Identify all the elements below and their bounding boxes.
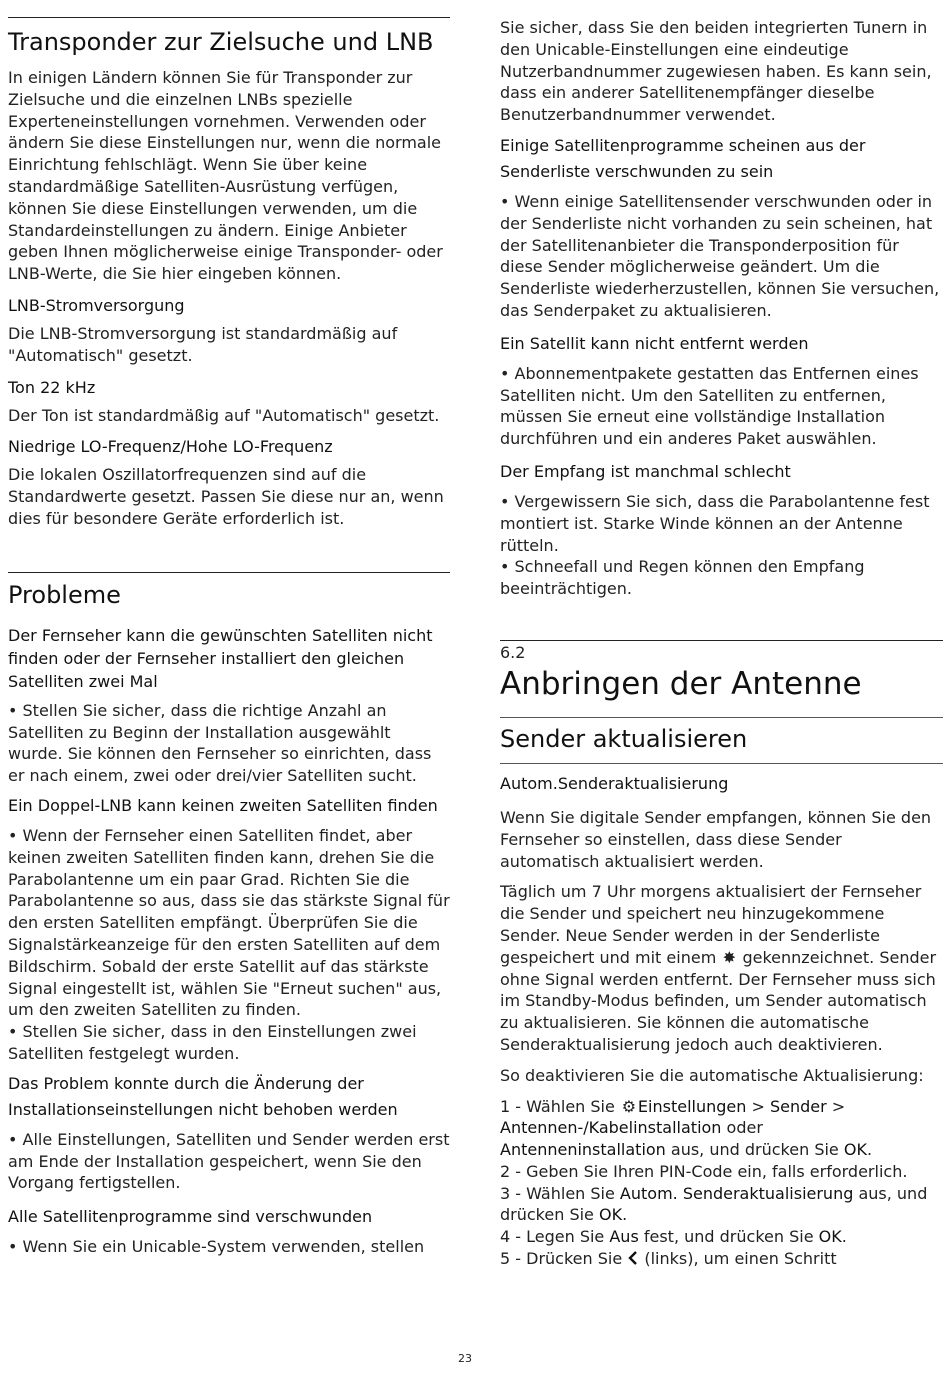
step-3-end: . bbox=[622, 1205, 628, 1225]
step-4 bbox=[500, 1226, 943, 1248]
menu-sender: Sender bbox=[769, 1096, 827, 1116]
problem-text-all-gone: • Wenn Sie ein Unicable-System verwenden, stellen bbox=[8, 1237, 425, 1257]
separator: > bbox=[826, 1096, 846, 1116]
step-4-prefix: 4 - Legen Sie bbox=[500, 1227, 610, 1247]
ok-key: OK bbox=[818, 1227, 842, 1247]
chapter-number: 6.2 bbox=[500, 642, 526, 662]
problem-text-double-lnb-1: • Wenn der Fernseher einen Satelliten findet, aber keinen zweiten Satelliten finden kann, drehen Sie die Parabolantenne um ein paar Grad. Richten Sie die Parabolantenne so aus, dass sie das stärkste Signal für den ersten Satelliten empfängt. Überprüfen Sie die Signalstärkeanzeige für den ersten Satelliten auf dem Bildschirm. Sobald der erste Satellit auf das stärkste Signal eingestellt ist, wählen Sie "Erneut suchen" aus, um den zweiten Satelliten zu finden. bbox=[8, 825, 450, 1020]
step-3-prefix: 3 - Wählen Sie bbox=[500, 1183, 620, 1203]
tone-heading: Ton 22 kHz bbox=[8, 377, 96, 397]
section-title-update: Sender aktualisieren bbox=[500, 724, 748, 753]
auto-update-text-1: Wenn Sie digitale Sender empfangen, können Sie den Fernseher so einstellen, dass diese Sender automatisch aktualisiert werden. bbox=[500, 807, 932, 871]
lnb-power-heading: LNB-Stromversorgung bbox=[8, 295, 185, 315]
left-column bbox=[8, 0, 450, 1258]
transponder-intro: In einigen Ländern können Sie für Transponder zur Zielsuche und die einzelnen LNBs spezielle Experteneinstellungen vornehmen. Verwenden oder ändern Sie diese Einstellungen nur, wenn die normale Einrichtung fehlschlägt. Wenn Sie über keine standardmäßige Satelliten-Ausrüstung verfügen, können Sie diese Einstellungen verwenden, um die Standardeinstellungen zu ändern. Einige Anbieter geben Ihnen möglicherweise einige Transponder- oder LNB-Werte, die Sie hier eingeben können. bbox=[8, 68, 443, 284]
problem-heading-remove: Ein Satellit kann nicht entfernt werden bbox=[500, 333, 809, 353]
step-5-prefix: 5 - Drücken Sie bbox=[500, 1249, 628, 1269]
problem-text-settings: • Alle Einstellungen, Satelliten und Sender werden erst am Ende der Installation gespeichert, wenn Sie den Vorgang fertigstellen. bbox=[8, 1129, 450, 1193]
problem-heading-all-gone: Alle Satellitenprogramme sind verschwunden bbox=[8, 1207, 373, 1227]
problem-heading-satellite: Der Fernseher kann die gewünschten Satelliten nicht finden oder der Fernseher installiert den gleichen Satelliten zwei Mal bbox=[8, 625, 433, 691]
auto-update-heading: Autom.Senderaktualisierung bbox=[500, 773, 729, 793]
problem-text-double-lnb-2: • Stellen Sie sicher, dass in den Einstellungen zwei Satelliten festgelegt wurden. bbox=[8, 1022, 417, 1063]
problem-text-all-gone-cont: Sie sicher, dass Sie den beiden integrierten Tunern in den Unicable-Einstellungen eine eindeutige Nutzerbandnummer zugewiesen haben. Es kann sein, dass ein anderer Satellitenempfänger dieselbe Benutzerbandnummer verwendet. bbox=[500, 18, 932, 125]
problem-heading-reception: Der Empfang ist manchmal schlecht bbox=[500, 461, 791, 481]
problem-heading-settings: Das Problem konnte durch die Änderung der Installationseinstellungen nicht behoben werden bbox=[8, 1073, 398, 1119]
ok-key: OK bbox=[598, 1205, 623, 1225]
right-column bbox=[500, 0, 943, 1270]
lo-frequency-text: Die lokalen Oszillatorfrequenzen sind auf die Standardwerte gesetzt. Passen Sie diese nur an, wenn dies für besondere Geräte erforderlich ist. bbox=[8, 465, 444, 528]
step-2: 2 - Geben Sie Ihren PIN-Code ein, falls erforderlich. bbox=[500, 1161, 908, 1181]
step-5 bbox=[500, 1248, 943, 1270]
chapter-title: Anbringen der Antenne bbox=[500, 665, 862, 702]
lnb-power-text: Die LNB-Stromversorgung ist standardmäßig auf "Automatisch" gesetzt. bbox=[8, 323, 398, 365]
section-title-problems: Probleme bbox=[8, 580, 121, 609]
gear-icon: ⚙ bbox=[621, 1096, 637, 1116]
problem-text-reception-1: • Vergewissern Sie sich, dass die Parabolantenne fest montiert ist. Starke Winde können an der Antenne rütteln. bbox=[500, 491, 930, 555]
section-title-transponder: Transponder zur Zielsuche und LNB bbox=[8, 28, 434, 56]
problem-text-satellite: • Stellen Sie sicher, dass die richtige Anzahl an Satelliten zu Beginn der Installation ausgewählt wurde. Sie können den Fernseher so einrichten, dass er nach einem, zwei oder drei/vier Satelliten sucht. bbox=[8, 700, 432, 786]
step-3-post: aus, und drücken Sie bbox=[500, 1183, 928, 1225]
menu-antenna: Antenneninstallation bbox=[500, 1140, 666, 1160]
menu-antenna-cable: Antennen-/Kabelinstallation bbox=[500, 1118, 722, 1138]
menu-off: Aus bbox=[609, 1227, 639, 1247]
separator: > bbox=[746, 1096, 770, 1116]
auto-update-text-2a: Täglich um 7 Uhr morgens aktualisiert der Fernseher die Sender und speichert neu hinzugekommene Sender. Neue Sender werden in der Senderliste gespeichert und mit einem bbox=[500, 882, 922, 967]
problem-text-remove: • Abonnementpakete gestatten das Entfernen eines Satelliten nicht. Um den Satelliten zu entfernen, müssen Sie erneut eine vollständige Installation durchführen und ein anderes Paket auswählen. bbox=[500, 363, 919, 449]
problem-heading-some-gone: Einige Satellitenprogramme scheinen aus der Senderliste verschwunden zu sein bbox=[500, 135, 866, 181]
step-1 bbox=[500, 1096, 943, 1161]
menu-auto-update: Autom. Senderaktualisierung bbox=[619, 1183, 854, 1203]
step-5-post: (links), um einen Schritt bbox=[639, 1249, 837, 1269]
chevron-left-icon bbox=[627, 1249, 639, 1268]
sun-star-icon: ✸ bbox=[722, 947, 737, 967]
page-number: 23 bbox=[458, 1352, 472, 1365]
problem-heading-double-lnb: Ein Doppel-LNB kann keinen zweiten Satelliten finden bbox=[8, 795, 438, 815]
step-1-end: . bbox=[866, 1140, 873, 1160]
problem-text-some-gone: • Wenn einige Satellitensender verschwunden oder in der Senderliste nicht vorhanden zu sein scheinen, hat der Satellitenanbieter die Transponderposition für diese Sender möglicherweise geändert. Um die Senderliste wiederherzustellen, können Sie versuchen, das Senderpaket zu aktualisieren. bbox=[500, 191, 940, 320]
lo-frequency-heading: Niedrige LO-Frequenz/Hohe LO-Frequenz bbox=[8, 437, 333, 457]
step-3 bbox=[500, 1183, 943, 1227]
step-4-post: fest, und drücken Sie bbox=[638, 1227, 819, 1247]
problem-text-reception-2: • Schneefall und Regen können den Empfang beeinträchtigen. bbox=[500, 557, 865, 599]
auto-update-text-2b: gekennzeichnet. Sender ohne Signal werden entfernt. Der Fernseher muss sich im Standby-Modus befinden, um Sender automatisch zu aktualisieren. Sie können die automatische Senderaktualisierung jedoch auch deaktivieren. bbox=[500, 947, 937, 1054]
step-1-post: aus, und drücken Sie bbox=[665, 1140, 844, 1160]
step-1-prefix: 1 - Wählen Sie bbox=[500, 1096, 620, 1116]
auto-update-text-2 bbox=[500, 881, 943, 1055]
step-4-end: . bbox=[841, 1227, 847, 1247]
ok-key: OK bbox=[843, 1140, 867, 1160]
tone-text: Der Ton ist standardmäßig auf "Automatisch" gesetzt. bbox=[8, 405, 440, 425]
step-1-or: oder bbox=[721, 1118, 763, 1138]
menu-settings: Einstellungen bbox=[637, 1096, 747, 1116]
deactivate-intro: So deaktivieren Sie die automatische Aktualisierung: bbox=[500, 1065, 924, 1085]
